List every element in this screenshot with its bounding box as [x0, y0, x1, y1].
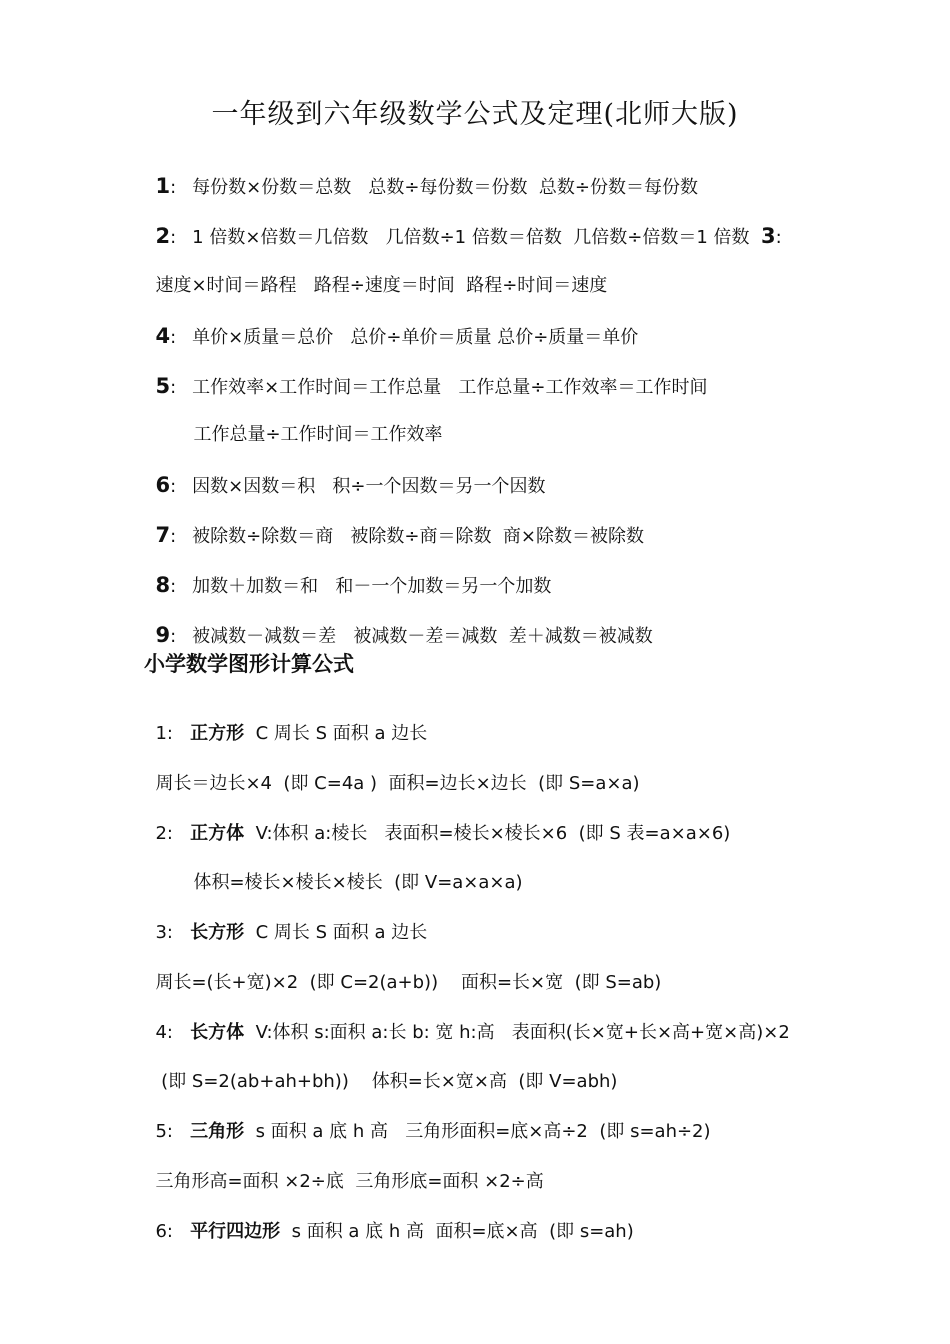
shape-text: V:体积 s:面积 a:长 b: 宽 h:高 表面积(长×宽+长×高+宽×高)×2 — [244, 1022, 790, 1043]
formula-number: 4 — [155, 324, 171, 348]
shape-line-7 — [144, 997, 790, 1045]
formula-text: 因数×因数＝积 积÷一个因数＝另一个因数 — [192, 476, 546, 497]
section-heading: 小学数学图形计算公式 — [144, 652, 354, 676]
formula-colon: : — [170, 327, 177, 348]
shape-line-2 — [144, 748, 640, 796]
formula-line-8 — [144, 549, 551, 599]
shape-text: s 面积 a 底 h 高 三角形面积=底×高÷2 (即 s=ah÷2) — [244, 1121, 711, 1142]
shape-name: 正方形 — [190, 723, 245, 744]
formula-number: 1 — [155, 174, 171, 198]
shape-line-4 — [182, 847, 523, 895]
formula-line-7 — [144, 499, 644, 549]
formula-text: 速度×时间＝路程 路程÷速度＝时间 路程÷时间＝速度 — [155, 275, 608, 296]
formula-text: 加数＋加数＝和 和－一个加数＝另一个加数 — [192, 576, 552, 597]
page-title: 一年级到六年级数学公式及定理(北师大版) — [211, 99, 739, 130]
formula-line-5-cont — [182, 399, 443, 447]
formula-line-9 — [144, 599, 653, 649]
formula-text: 被减数－减数＝差 被减数－差＝减数 差＋减数＝被减数 — [192, 626, 653, 647]
formula-colon: : — [170, 626, 177, 647]
formula-text: 工作总量÷工作时间＝工作效率 — [193, 424, 443, 445]
formula-colon: : — [170, 177, 177, 198]
formula-text: 单价×质量＝总价 总价÷单价＝质量 总价÷质量＝单价 — [192, 327, 639, 348]
formula-line-3 — [144, 250, 607, 298]
shape-line-6 — [144, 947, 661, 995]
formula-text: 工作效率×工作时间＝工作总量 工作总量÷工作效率＝工作时间 — [192, 377, 708, 398]
shape-number: 5: — [155, 1121, 173, 1142]
shape-line-5 — [144, 897, 427, 945]
formula-number: 8 — [155, 573, 171, 597]
shape-name: 平行四边形 — [190, 1221, 281, 1242]
formula-number: 2 — [155, 224, 171, 248]
formula-number: 6 — [155, 473, 171, 497]
shape-text: (即 S=2(ab+ah+bh)) 体积=长×宽×高 (即 V=abh) — [155, 1071, 618, 1092]
formula-colon: : — [775, 227, 782, 248]
formula-colon: : — [170, 377, 177, 398]
shape-text: 体积=棱长×棱长×棱长 (即 V=a×a×a) — [193, 872, 523, 893]
formula-colon: : — [170, 576, 177, 597]
shape-number: 6: — [155, 1221, 173, 1242]
shape-text: C 周长 S 面积 a 边长 — [244, 723, 428, 744]
shape-line-10 — [144, 1146, 544, 1194]
formula-colon: : — [170, 227, 177, 248]
shape-text: 三角形高=面积 ×2÷底 三角形底=面积 ×2÷高 — [155, 1171, 544, 1192]
shape-text: s 面积 a 底 h 高 面积=底×高 (即 s=ah) — [280, 1221, 634, 1242]
formula-number: 7 — [155, 523, 171, 547]
shape-line-11 — [144, 1196, 634, 1244]
shape-line-1 — [144, 698, 427, 746]
formula-colon: : — [170, 526, 177, 547]
shape-name: 长方形 — [190, 922, 245, 943]
shape-text: C 周长 S 面积 a 边长 — [244, 922, 428, 943]
shape-text: 周长＝边长×4 (即 C=4a ) 面积=边长×边长 (即 S=a×a) — [155, 773, 640, 794]
formula-line-4 — [144, 300, 638, 350]
shape-number: 2: — [155, 823, 173, 844]
formula-number: 3 — [760, 224, 776, 248]
shape-line-3 — [144, 798, 730, 846]
shape-number: 4: — [155, 1022, 173, 1043]
shape-name: 三角形 — [190, 1121, 245, 1142]
shape-line-9 — [144, 1096, 711, 1144]
shape-number: 3: — [155, 922, 173, 943]
shape-line-8 — [144, 1046, 617, 1094]
formula-text: 被除数÷除数＝商 被除数÷商＝除数 商×除数＝被除数 — [192, 526, 645, 547]
shape-name: 长方体 — [190, 1022, 245, 1043]
shape-text: V:体积 a:棱长 表面积=棱长×棱长×6 (即 S 表=a×a×6) — [244, 823, 731, 844]
formula-line-5 — [144, 350, 707, 400]
formula-text: 每份数×份数＝总数 总数÷每份数＝份数 总数÷份数＝每份数 — [192, 177, 699, 198]
formula-line-1 — [144, 150, 698, 200]
formula-number: 5 — [155, 374, 171, 398]
formula-line-6 — [144, 449, 545, 499]
shape-text: 周长=(长+宽)×2 (即 C=2(a+b)) 面积=长×宽 (即 S=ab) — [155, 972, 662, 993]
shape-number: 1: — [155, 723, 173, 744]
formula-colon: : — [170, 476, 177, 497]
shape-name: 正方体 — [190, 823, 245, 844]
formula-line-2 — [144, 200, 782, 250]
formula-number: 9 — [155, 623, 171, 647]
formula-text: 1 倍数×倍数＝几倍数 几倍数÷1 倍数＝倍数 几倍数÷倍数＝1 倍数 — [192, 227, 750, 248]
